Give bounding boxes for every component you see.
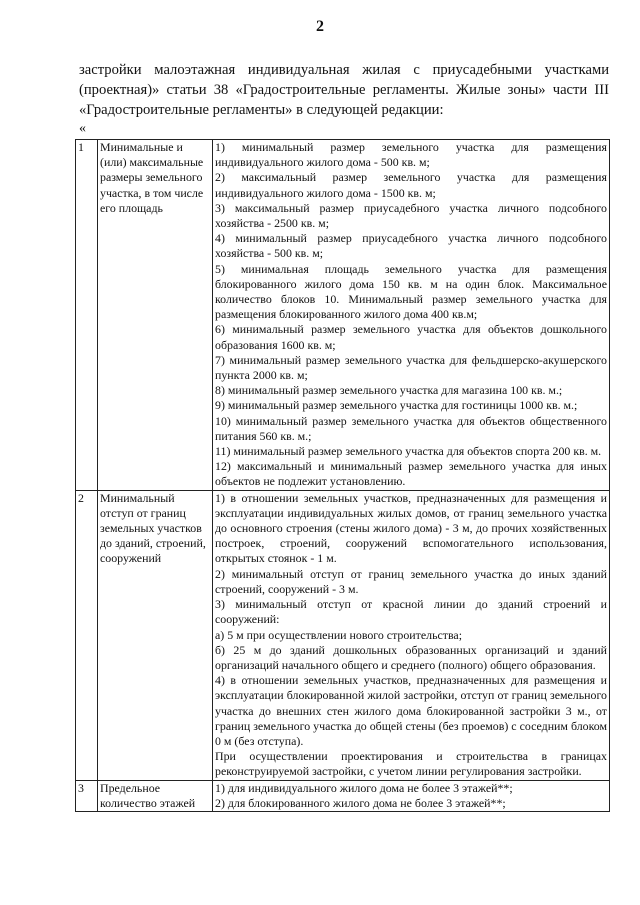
list-item: 6) минимальный размер земельного участка для объектов дошкольного образования 1600 кв. м; bbox=[215, 322, 607, 352]
list-item: 1) минимальный размер земельного участка для размещения индивидуального жилого дома - 500 кв. м; bbox=[215, 140, 607, 170]
table-row bbox=[76, 490, 610, 780]
row-number: 2 bbox=[76, 490, 98, 780]
parameter-values bbox=[213, 140, 610, 491]
list-item: б) 25 м до зданий дошкольных образованных организаций и зданий организаций начального общего и среднего (полного) общего образования. bbox=[215, 642, 607, 672]
list-item: 7) минимальный размер земельного участка для фельдшерско-акушерского пункта 2000 кв. м; bbox=[215, 352, 607, 383]
list-item: 5) минимальная площадь земельного участка для размещения блокированного жилого дома 150 кв. м на один блок. Максимальное количество блоков 10. Минимальный размер земельного участка для размещения блокированного жилого дома 400 кв.м; bbox=[215, 261, 607, 322]
list-item: 3) максимальный размер приусадебного участка личного подсобного хозяйства - 2500 кв. м; bbox=[215, 200, 607, 231]
page-number: 2 bbox=[316, 18, 324, 35]
list-item: 12) максимальный и минимальный размер земельного участка для иных объектов не подлежит установлению. bbox=[215, 459, 607, 489]
parameter-values bbox=[213, 490, 610, 780]
intro-paragraph: застройки малоэтажная индивидуальная жилая с приусадебными участками (проектная)» статьи 38 «Градостроительные регламенты. Жилые зоны» части III «Градостроительные регламенты» в следующей редакции: bbox=[79, 62, 609, 118]
list-item: 2) минимальный отступ от границ земельного участка до иных зданий строений, сооружений - 3 м. bbox=[215, 566, 607, 596]
table-row bbox=[76, 140, 610, 491]
list-item: 1) в отношении земельных участков, предназначенных для размещения и эксплуатации индивидуальных жилых домов, от границ земельного участка до основного строения (стены жилого дома) - 3 м, до прочих хозяйственных построек, строений, сооружений вспомогательного использования, открытых стоянок - 1 м. bbox=[215, 490, 607, 566]
list-item: При осуществлении проектирования и строительства в границах реконструируемой застройки, с учетом линии регулирования застройки. bbox=[215, 749, 607, 779]
list-item: 4) минимальный размер приусадебного участка личного подсобного хозяйства - 500 кв. м; bbox=[215, 231, 607, 261]
parameter-name: Минимальные и (или) максимальные размеры земельного участка, в том числе его площадь bbox=[98, 140, 213, 491]
list-item: 8) минимальный размер земельного участка для магазина 100 кв. м.; bbox=[215, 383, 563, 398]
regulations-table bbox=[75, 139, 610, 812]
parameter-values bbox=[213, 780, 610, 811]
list-item: 10) минимальный размер земельного участка для объектов общественного питания 560 кв. м.; bbox=[215, 413, 607, 443]
row-number: 1 bbox=[76, 140, 98, 491]
list-item: 2) для блокированного жилого дома не более 3 этажей**; bbox=[215, 795, 506, 810]
list-item: 3) минимальный отступ от красной линии до зданий строений и сооружений: bbox=[215, 597, 607, 627]
list-item: 4) в отношении земельных участков, предназначенных для размещения и эксплуатации блокированной жилой застройки, отступ от границ земельного участка до внешних стен жилого дома блокированной застройки 3 м., от границ земельного участка до общей стены (без проемов) с соседним блоком 0 м (без отступа). bbox=[215, 673, 607, 748]
list-item: 2) максимальный размер земельного участка для размещения индивидуального жилого дома - 1500 кв. м; bbox=[215, 170, 607, 200]
table-row bbox=[76, 780, 610, 811]
parameter-name: Предельное количество этажей bbox=[98, 780, 213, 811]
list-item: 9) минимальный размер земельного участка для гостиницы 1000 кв. м.; bbox=[215, 398, 578, 413]
list-item: 1) для индивидуального жилого дома не более 3 этажей**; bbox=[215, 780, 513, 795]
list-item: 11) минимальный размер земельного участка для объектов спорта 200 кв. м. bbox=[215, 444, 602, 459]
opening-quote: « bbox=[79, 121, 86, 136]
list-item: а) 5 м при осуществлении нового строительства; bbox=[215, 627, 463, 642]
row-number: 3 bbox=[76, 780, 98, 811]
parameter-name: Минимальный отступ от границ земельных участков до зданий, строений, сооружений bbox=[98, 490, 213, 780]
